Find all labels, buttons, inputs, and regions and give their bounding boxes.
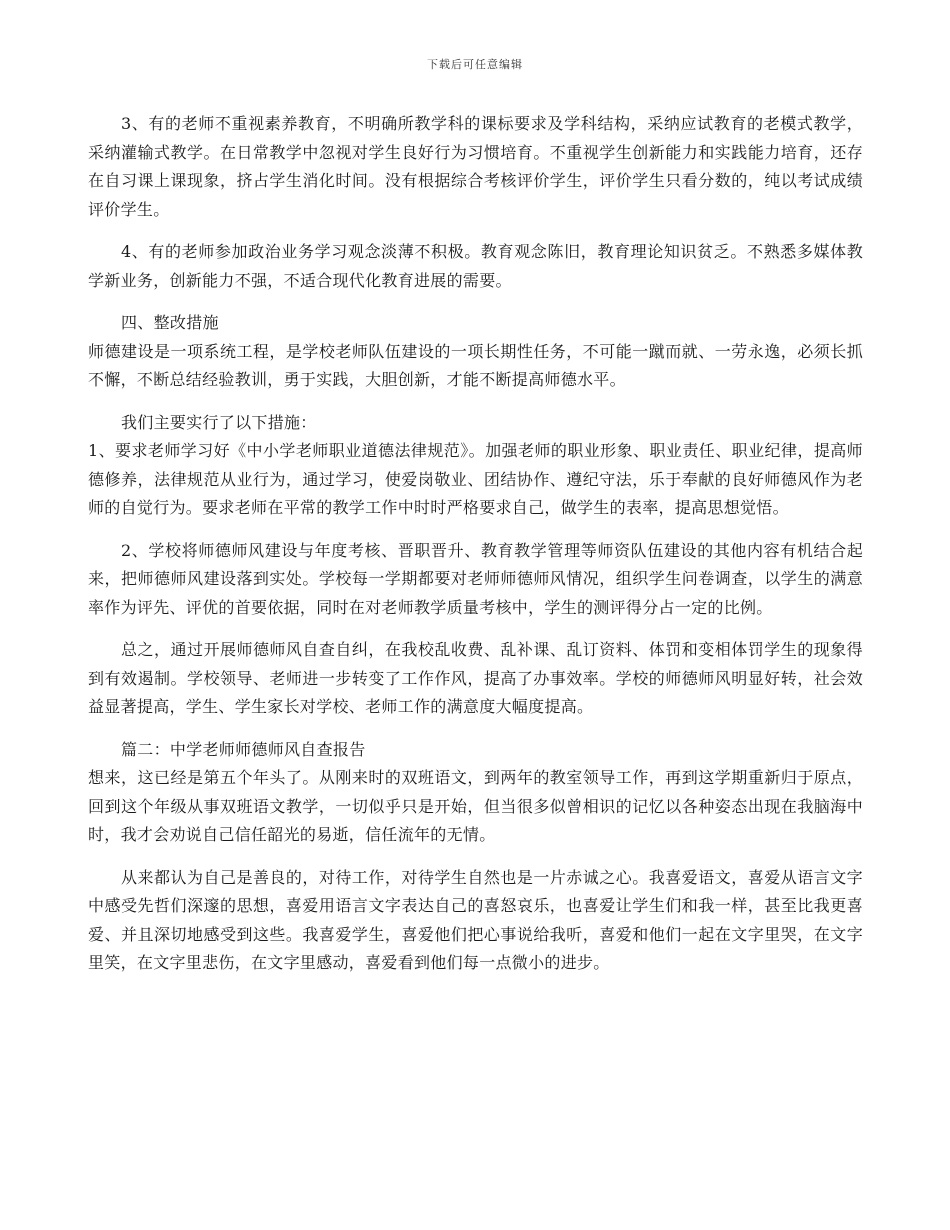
paragraph-item-3: 3、有的老师不重视素养教育，不明确所教学科的课标要求及学科结构，采纳应试教育的老模式教学，采纳灌输式教学。在日常教学中忽视对学生良好行为习惯培育。不重视学生创新能力和实践能力培育，还存在自习课上课现象，挤占学生消化时间。没有根据综合考核评价学生，评价学生只看分数的，纯以考试成绩评价学生。 — [88, 114, 863, 219]
page-header: 下载后可任意编辑 — [427, 58, 523, 71]
paragraph-love-of-teaching: 从来都认为自己是善良的，对待工作，对待学生自然也是一片赤诚之心。我喜爱语文，喜爱从语言文字中感受先哲们深邃的思想，喜爱用语言文字表达自己的喜怒哀乐，也喜爱让学生们和我一样，甚至比我更喜爱、并且深切地感受到这些。我喜爱学生，喜爱他们把心事说给我听，喜爱和他们一起在文字里哭，在文字里笑，在文字里悲伤，在文字里感动，喜爱看到他们每一点微小的进步。 — [88, 867, 863, 972]
paragraph-summary: 总之，通过开展师德师风自查自纠，在我校乱收费、乱补课、乱订资料、体罚和变相体罚学生的现象得到有效遏制。学校领导、老师进一步转变了工作作风，提高了办事效率。学校的师德师风明显好转，社会效益显著提高，学生、学生家长对学校、老师工作的满意度大幅度提高。 — [88, 640, 863, 716]
section-heading-measures: 四、整改措施 — [121, 313, 219, 332]
document-body — [88, 110, 863, 978]
paragraph-teacher-ethics: 师德建设是一项系统工程，是学校老师队伍建设的一项长期性任务，不可能一蹴而就、一劳永逸，必须长抓不懈，不断总结经验教训，勇于实践，大胆创新，才能不断提高师德水平。 — [88, 341, 863, 389]
paragraph-measure-2: 2、学校将师德师风建设与年度考核、晋职晋升、教育教学管理等师资队伍建设的其他内容有机结合起来，把师德师风建设落到实处。学校每一学期都要对老师师德师风情况，组织学生问卷调查，以学生的满意率作为评先、评优的首要依据，同时在对老师教学质量考核中，学生的测评得分占一定的比例。 — [88, 540, 863, 617]
paragraph-measures-intro: 我们主要实行了以下措施： — [121, 412, 317, 432]
section-heading-part-two: 篇二：中学老师师德师风自查报告 — [121, 739, 366, 759]
paragraph-reflection: 想来，这已经是第五个年头了。从刚来时的双班语文，到两年的教室领导工作，再到这学期重新归于原点，回到这个年级从事双班语文教学，一切似乎只是开始，但当很多似曾相识的记忆以各种姿态出现在我脑海中时，我才会劝说自己信任韶光的易逝，信任流年的无情。 — [88, 768, 863, 844]
paragraph-item-4: 4、有的老师参加政治业务学习观念淡薄不积极。教育观念陈旧，教育理论知识贫乏。不熟悉多媒体教学新业务，创新能力不强，不适合现代化教育进展的需要。 — [88, 242, 863, 290]
paragraph-measure-1: 1、要求老师学习好《中小学老师职业道德法律规范》。加强老师的职业形象、职业责任、职业纪律，提高师德修养，法律规范从业行为，通过学习，使爱岗敬业、团结协作、遵纪守法，乐于奉献的良好师德风作为老师的自觉行为。要求老师在平常的教学工作中时时严格要求自己，做学生的表率，提高思想觉悟。 — [88, 441, 863, 517]
